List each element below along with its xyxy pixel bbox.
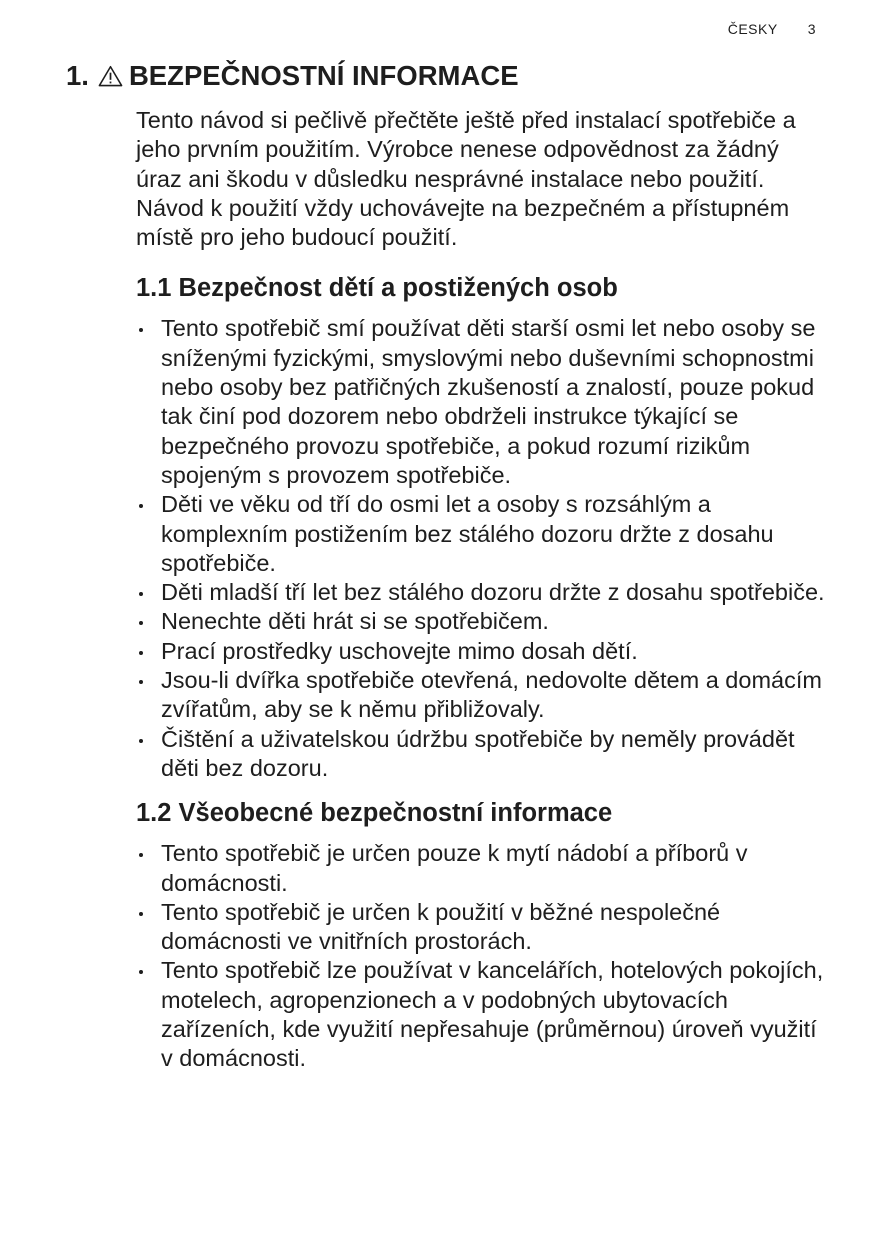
main-heading (66, 60, 519, 92)
list-item (136, 490, 826, 578)
list-item (136, 578, 826, 607)
list-item (136, 839, 826, 898)
list-item-text: Děti ve věku od tří do osmi let a osoby s rozsáhlým a komplexním postižením bez stálého dozoru držte z dosahu spotřebiče. (161, 491, 774, 576)
intro-paragraph: Tento návod si pečlivě přečtěte ještě před instalací spotřebiče a jeho prvním použitím. Výrobce nenese odpovědnost za žádný úraz ani škodu v důsledku nesprávné instalace nebo použití. Návod k použití vždy uchovávejte na bezpečném a přístupném místě pro jeho budoucí použití. (136, 107, 796, 251)
list-item-text: Čištění a uživatelskou údržbu spotřebiče by neměly provádět děti bez dozoru. (161, 725, 795, 781)
bullet-icon (139, 592, 143, 596)
bullet-icon (139, 739, 143, 743)
bullet-icon (139, 621, 143, 625)
list-item (136, 956, 826, 1073)
list-item (136, 607, 826, 636)
list-item (136, 666, 826, 725)
bullet-icon (139, 853, 143, 857)
list-item-text: Nenechte děti hrát si se spotřebičem. (161, 608, 549, 635)
page-header (728, 21, 816, 37)
bullet-icon (139, 328, 143, 332)
list-item (136, 314, 826, 490)
list-item (136, 725, 826, 784)
bullet-icon (139, 651, 143, 655)
list-item-text: Tento spotřebič lze používat v kancelářích, hotelových pokojích, motelech, agropenzionech a v podobných ubytovacích zařízeních, kde využití nepřesahuje (průměrnou) úroveň využití v domácnosti. (161, 957, 824, 1072)
bullet-icon (139, 504, 143, 508)
bullet-icon (139, 680, 143, 684)
list-item (136, 898, 826, 957)
list-item-text: Prací prostředky uschovejte mimo dosah dětí. (161, 637, 638, 664)
heading-number: 1. (66, 60, 89, 91)
list-item-text: Tento spotřebič je určen pouze k mytí nádobí a příborů v domácnosti. (161, 840, 748, 896)
list-item (136, 637, 826, 666)
heading-title: BEZPEČNOSTNÍ INFORMACE (128, 60, 519, 91)
section-2-title: 1.2 Všeobecné bezpečnostní informace (136, 799, 613, 828)
bullet-icon (139, 970, 143, 974)
list-item-text: Děti mladší tří let bez stálého dozoru držte z dosahu spotřebiče. (161, 579, 825, 606)
list-item-text: Tento spotřebič je určen k použití v běžné nespolečné domácnosti ve vnitřních prostorách. (161, 898, 721, 955)
section-2-list (136, 839, 826, 1073)
content (136, 106, 826, 1074)
page-number: 3 (807, 21, 816, 37)
section-1-title: 1.1 Bezpečnost dětí a postižených osob (136, 274, 618, 303)
list-item-text: Jsou-li dvířka spotřebiče otevřená, nedovolte dětem a domácím zvířatům, aby se k němu přibližovaly. (161, 667, 822, 723)
list-item-text: Tento spotřebič smí používat děti starší osmi let nebo osoby se sníženými fyzickými, smyslovými nebo duševními schopnostmi nebo osoby bez patřičných zkušeností a znalostí, pouze pokud tak činí pod dozorem nebo obdrželi instrukce týkající se bezpečného provozu spotřebiče, a pokud rozumí rizikům spojeným s provozem spotřebiče. (161, 315, 816, 488)
language-label: ČESKY (727, 21, 778, 37)
bullet-icon (139, 912, 143, 916)
section-1-list (136, 314, 826, 783)
warning-triangle-icon (98, 65, 123, 87)
